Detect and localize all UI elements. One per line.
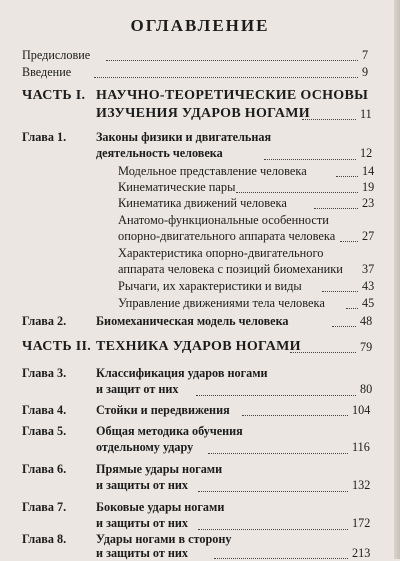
chapter-title-line2: и защиты от них bbox=[96, 516, 189, 530]
page-number: 48 bbox=[360, 314, 373, 328]
dot-leader bbox=[236, 191, 358, 193]
page-number: 80 bbox=[360, 382, 373, 396]
dot-leader bbox=[346, 307, 358, 309]
page-number: 104 bbox=[352, 403, 371, 417]
page-number: 7 bbox=[362, 48, 369, 62]
part-title-line2: ИЗУЧЕНИЯ УДАРОВ НОГАМИ bbox=[96, 106, 310, 121]
chapter-title-line1: Общая методика обучения bbox=[96, 424, 243, 438]
page-number: 43 bbox=[362, 279, 375, 293]
chapter-label: Глава 8. bbox=[22, 532, 67, 546]
chapter-title-line1: Законы физики и двигательная bbox=[96, 130, 272, 144]
chapter-title-line1: Прямые удары ногами bbox=[96, 462, 223, 476]
page-number: 172 bbox=[352, 516, 371, 530]
dot-leader bbox=[198, 528, 348, 530]
chapter-title-line2: и защиты от них bbox=[96, 478, 189, 492]
chapter-title: Биомеханическая модель человека bbox=[96, 314, 289, 328]
dot-leader bbox=[322, 290, 358, 292]
dot-leader bbox=[302, 118, 356, 120]
dot-leader bbox=[314, 207, 358, 209]
chapter-label: Глава 4. bbox=[22, 403, 67, 417]
part-title-line1: НАУЧНО-ТЕОРЕТИЧЕСКИЕ ОСНОВЫ bbox=[96, 88, 369, 103]
dot-leader bbox=[242, 414, 348, 416]
page-number: 213 bbox=[352, 546, 371, 560]
section-title: Модельное представление человека bbox=[118, 164, 307, 178]
page-number: 37 bbox=[362, 262, 375, 276]
dot-leader bbox=[264, 158, 356, 160]
page-number: 19 bbox=[362, 180, 375, 194]
section-title-line1: Характеристика опорно-двигательного bbox=[118, 246, 324, 260]
section-title-line1: Анатомо-функциональные особенности bbox=[118, 213, 329, 227]
chapter-title-line1: Удары ногами в сторону bbox=[96, 532, 232, 546]
entry-label: Предисловие bbox=[22, 48, 91, 62]
dot-leader bbox=[340, 240, 358, 242]
page-number: 132 bbox=[352, 478, 371, 492]
page-number: 27 bbox=[362, 229, 375, 243]
section-title: Управление движениями тела человека bbox=[118, 296, 325, 310]
entry-label: Введение bbox=[22, 65, 72, 79]
chapter-title-line2: и защит от них bbox=[96, 382, 179, 396]
section-title: Кинематика движений человека bbox=[118, 196, 287, 210]
page-number: 12 bbox=[360, 146, 373, 160]
chapter-title: Стойки и передвижения bbox=[96, 403, 230, 417]
page-number: 45 bbox=[362, 296, 375, 310]
page-number: 23 bbox=[362, 196, 375, 210]
chapter-label: Глава 2. bbox=[22, 314, 67, 328]
dot-leader bbox=[332, 325, 356, 327]
section-title: Кинематические пары bbox=[118, 180, 236, 194]
section-title-line2: опорно-двигательного аппарата человека bbox=[118, 229, 336, 243]
dot-leader bbox=[290, 351, 356, 353]
chapter-label: Глава 6. bbox=[22, 462, 67, 476]
dot-leader bbox=[208, 452, 348, 454]
page-title: ОГЛАВЛЕНИЕ bbox=[130, 16, 270, 35]
section-title-line2: аппарата человека с позиций биомеханики bbox=[118, 262, 343, 276]
chapter-label: Глава 5. bbox=[22, 424, 67, 438]
chapter-title-line2: и защиты от них bbox=[96, 546, 189, 560]
page-number: 116 bbox=[352, 440, 370, 454]
toc-entry-introduction bbox=[22, 65, 71, 80]
dot-leader bbox=[94, 76, 358, 78]
chapter-title-line2: отдельному удару bbox=[96, 440, 194, 454]
chapter-title-line2: деятельность человека bbox=[96, 146, 223, 160]
chapter-title-line1: Боковые удары ногами bbox=[96, 500, 225, 514]
page-number: 9 bbox=[362, 65, 369, 79]
dot-leader bbox=[198, 490, 348, 492]
part-title: ТЕХНИКА УДАРОВ НОГАМИ bbox=[96, 339, 301, 354]
dot-leader bbox=[106, 59, 358, 61]
toc-entry-preface bbox=[22, 48, 90, 63]
chapter-title-line1: Классификация ударов ногами bbox=[96, 366, 268, 380]
page-fold-shadow bbox=[394, 0, 400, 559]
chapter-label: Глава 3. bbox=[22, 366, 67, 380]
dot-leader bbox=[196, 394, 356, 396]
page-number: 14 bbox=[362, 164, 375, 178]
page-number: 11 bbox=[360, 107, 372, 121]
part-label: ЧАСТЬ II. bbox=[22, 339, 91, 354]
chapter-label: Глава 1. bbox=[22, 130, 67, 144]
section-title: Рычаги, их характеристики и виды bbox=[118, 279, 302, 293]
chapter-label: Глава 7. bbox=[22, 500, 67, 514]
part-label: ЧАСТЬ I. bbox=[22, 88, 86, 103]
dot-leader bbox=[336, 175, 358, 177]
page-number: 79 bbox=[360, 340, 373, 354]
